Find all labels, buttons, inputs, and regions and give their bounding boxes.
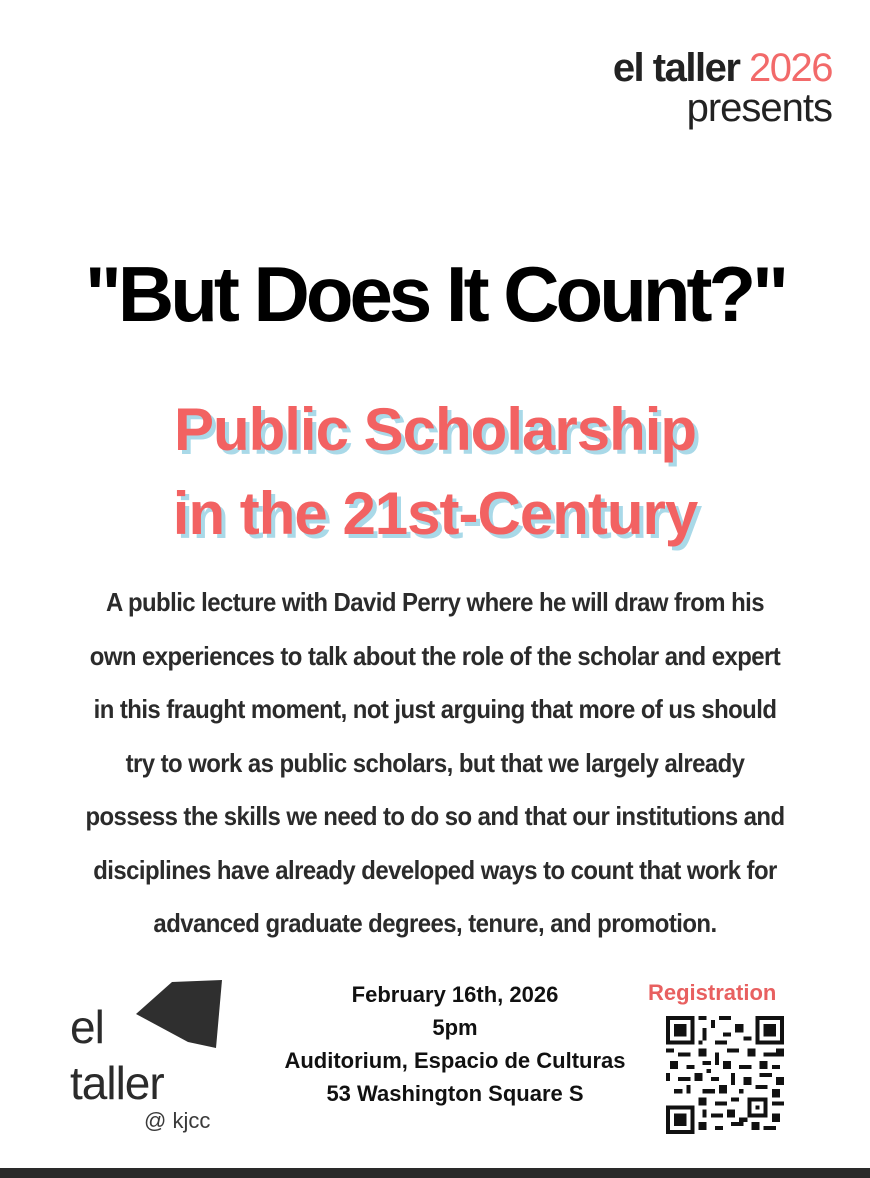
description-line: in this fraught moment, not just arguing that more of us should bbox=[93, 694, 777, 724]
header-branding bbox=[613, 48, 832, 128]
logo-text-kjcc: @ kjcc bbox=[144, 1108, 211, 1133]
event-time: 5pm bbox=[432, 1015, 478, 1040]
subtitle bbox=[0, 388, 870, 556]
description-line: possess the skills we need to do so and that our institutions and bbox=[85, 801, 785, 831]
logo-text-taller: taller bbox=[70, 1057, 164, 1109]
description-line: advanced graduate degrees, tenure, and promotion. bbox=[153, 908, 717, 938]
logo-shape-icon bbox=[132, 980, 224, 1052]
description-line: A public lecture with David Perry where he will draw from his bbox=[106, 587, 764, 617]
presents-text: presents bbox=[686, 86, 832, 130]
description-line: try to work as public scholars, but that we largely already bbox=[125, 747, 745, 778]
brand-line bbox=[613, 48, 832, 88]
description-line: own experiences to talk about the role of the scholar and expert bbox=[89, 640, 781, 671]
bottom-bar bbox=[0, 1168, 870, 1178]
description bbox=[57, 576, 813, 951]
page-title: "But Does It Count?" bbox=[84, 250, 786, 338]
brand-name: el taller bbox=[612, 46, 740, 90]
registration-label: Registration bbox=[648, 980, 777, 1005]
event-date: February 16th, 2026 bbox=[351, 982, 559, 1007]
event-details bbox=[250, 978, 660, 1110]
registration-qr-code-icon[interactable] bbox=[666, 1016, 784, 1134]
logo-text-el: el bbox=[70, 1001, 104, 1053]
subtitle-line-2: in the 21st-Century bbox=[172, 480, 698, 547]
event-address: 53 Washington Square S bbox=[326, 1081, 584, 1106]
event-venue: Auditorium, Espacio de Culturas bbox=[284, 1048, 626, 1073]
subtitle-line-1: Public Scholarship bbox=[173, 396, 697, 463]
el-taller-logo bbox=[70, 980, 245, 1140]
brand-year: 2026 bbox=[749, 46, 832, 90]
description-line: disciplines have already developed ways to count that work for bbox=[93, 854, 777, 885]
